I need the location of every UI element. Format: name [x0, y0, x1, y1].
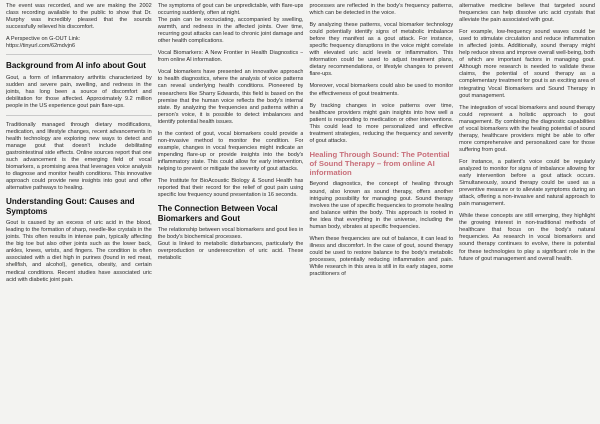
- background-heading: Background from AI info about Gout: [6, 61, 146, 71]
- column-2: [158, 3, 304, 424]
- example-paragraph: For example, low-frequency sound waves could be used to stimulate circulation and reduce inflammation in affected joints. Additionally, sound therapy might help reduce stress and improve overall well-being, both of which are important factors in managing gout. Although more research is needed to validate these claims, the potential of sound therapy as a complementary treatment for gout is an exciting area of integrating Vocal Biomarkers and Sound Therapy in gout management.: [459, 29, 595, 99]
- integration-paragraph: The integration of vocal biomarkers and sound therapy could represent a holistic approach to gout management. By combining the diagnostic capabilities of vocal biomarkers with the healing potential of sound therapy, healthcare providers might be able to offer more comprehensive and personalized care for those suffering from gout.: [459, 104, 595, 153]
- intro-paragraph: The event was recorded, and we are making the 2002 class recording available to the public to show that Dr. Murphy was incredibly pleased that the sounds successfully relieved his discomfort.: [6, 3, 152, 31]
- emerging-concepts-paragraph: While these concepts are still emerging, they highlight the growing interest in non-traditional methods of healthcare that focus on the body's natural frequencies. As research in vocal biomarkers and sound therapy continues to evolve, there is potential for these technologies to play a significant role in the future of gout management and overall health.: [459, 213, 595, 262]
- vocal-biomarkers-paragraph-2: In the context of gout, vocal biomarkers could provide a non-invasive method to monitor the condition. For example, changes in vocal frequencies might indicate an impending flare-up or provide insights into the body's inflammatory state. This could allow for early intervention, helping to prevent or mitigate the severity of gout attacks.: [157, 130, 304, 172]
- symptoms-paragraph: The symptoms of gout can be unpredictable, with flare-ups occurring suddenly, often at night.: [157, 3, 304, 17]
- perspective-link[interactable]: https://tinyurl.com/62mdvjn6: [6, 43, 76, 50]
- continuation-paragraph: processes are reflected in the body's frequency patterns, which can be detected in the voice.: [309, 3, 454, 17]
- vocal-biomarkers-paragraph-1: Vocal biomarkers have presented an innovative approach to health diagnostics, where the analysis of voice patterns can reveal underlying health conditions. Pioneered by researchers like Sharry Edwards, this field is based on the premise that the human voice reflects the body's internal state. By analyzing the frequencies and patterns within a person's voice, it is possible to detect imbalances and identify potential health issues.: [157, 69, 304, 125]
- relationship-paragraph-1: The relationship between vocal biomarkers and gout lies in the body's biochemical processes.: [157, 226, 304, 241]
- background-paragraph-1: Gout, a form of inflammatory arthritis characterized by sudden and severe pain, swelling, and redness in the joints, has long been a source of discomfort and debilitation for those affected. Approximately 9.2 million people in the US experience gout pain flare-ups.: [6, 74, 152, 109]
- section-divider: [6, 54, 152, 55]
- frequencies-paragraph: When these frequencies are out of balance, it can lead to illness and discomfort. In the case of gout, sound therapy could be used to restore balance to the body's metabolic processes, potentially reducing inflammation and pain. While research in this area is still in its early stages, some practitioners of: [309, 235, 454, 278]
- pain-paragraph: The pain can be excruciating, accompanied by swelling, warmth, and redness in the affected joints. Over time, recurring gout attacks can lead to chronic joint damage and other health complications.: [157, 17, 304, 45]
- instance-paragraph: For instance, a patient's voice could be regularly analyzed to monitor for signs of imbalance allowing for early intervention before a gout attack occurs. Simultaneously, sound therapy could be used as a preventive measure or to alleviate symptoms during an attack, offering a non-invasive and natural approach to pain management.: [459, 158, 595, 208]
- institute-paragraph: The Institute for BioAcoustic Biology & Sound Health has reported that their record for the relief of gout pain using specific low frequency sound presentation is 16 seconds.: [157, 178, 304, 199]
- understanding-gout-heading: Understanding Gout: Causes and Symptoms: [6, 197, 135, 216]
- link-label: A Perspective on G-OUT Link:: [6, 36, 81, 43]
- vocal-biomarkers-title: Vocal Biomarkers: A New Frontier in Health Diagnostics – from online AI information.: [157, 50, 304, 64]
- relationship-paragraph-2: Gout is linked to metabolic disturbances, particularly the overproduction or underexcretion of uric acid. These metabolic: [157, 241, 304, 262]
- healing-through-sound-heading: Healing Through Sound: The Potential of Sound Therapy – from online AI information: [309, 149, 450, 178]
- column-1: [6, 3, 152, 424]
- perspective-link-block: [6, 36, 152, 50]
- column-4: [459, 3, 595, 424]
- analyzing-paragraph: By analyzing these patterns, vocal biomarker technology could potentially identify signs of metabolic imbalance before they manifest as a gout attack. For instance, specific frequency disruptions in the voice might correlate with elevated uric acid levels or inflammation. This information could be used to adjust treatment plans, dietary recommendations, or lifestyle changes to prevent flare-ups.: [309, 22, 454, 78]
- tracking-paragraph: By tracking changes in voice patterns over time, healthcare providers might gain insights into how well a patient is responding to medication or other interventions. This could lead to more personalized and effective treatment strategies, reducing the frequency and severity of gout attacks.: [309, 102, 454, 144]
- moreover-paragraph: Moreover, vocal biomarkers could also be used to monitor the effectiveness of gout treatments.: [309, 83, 454, 97]
- beyond-diagnostics-paragraph: Beyond diagnostics, the concept of healing through sound, also known as sound therapy, offers another intriguing possibility for managing gout. Sound therapy involves the use of specific frequencies to promote healing and balance within the body. This approach is rooted in the idea that everything in the universe, including the human body, vibrates at specific frequencies.: [309, 181, 454, 230]
- causes-paragraph: Gout is caused by an excess of uric acid in the blood, leading to the formation of sharp, needle-like crystals in the joints. This often results in intense pain, typically affecting the big toe but also other joints such as the lower back, ankles, knees, wrists, and fingers. The condition is often associated with a diet high in purines (found in red meat, shellfish, and alcohol), genetics, obesity, and certain medical conditions. Recent studies have associated uric acid with diabetic joint pain.: [6, 220, 152, 283]
- column-3: [309, 3, 453, 424]
- connection-heading: The Connection Between Vocal Biomarkers and Gout: [157, 204, 278, 223]
- section-divider: [6, 115, 152, 116]
- alternative-medicine-paragraph: alternative medicine believe that targeted sound frequencies can help dissolve uric acid crystals that alleviate the pain associated with gout.: [459, 3, 595, 24]
- background-paragraph-2: Traditionally managed through dietary modifications, medication, and lifestyle changes, recent advancements in health technology are exploring new ways to detect and manage gout that doesn't include debilitating gastrointestinal side effects. Online sources report that one such advancement is the emerging field of vocal biomarkers, a promising area that leverages voice analysis to diagnose and monitor health conditions. This innovative approach could provide new insights into gout and offer alternative pathways to healing.: [6, 121, 152, 192]
